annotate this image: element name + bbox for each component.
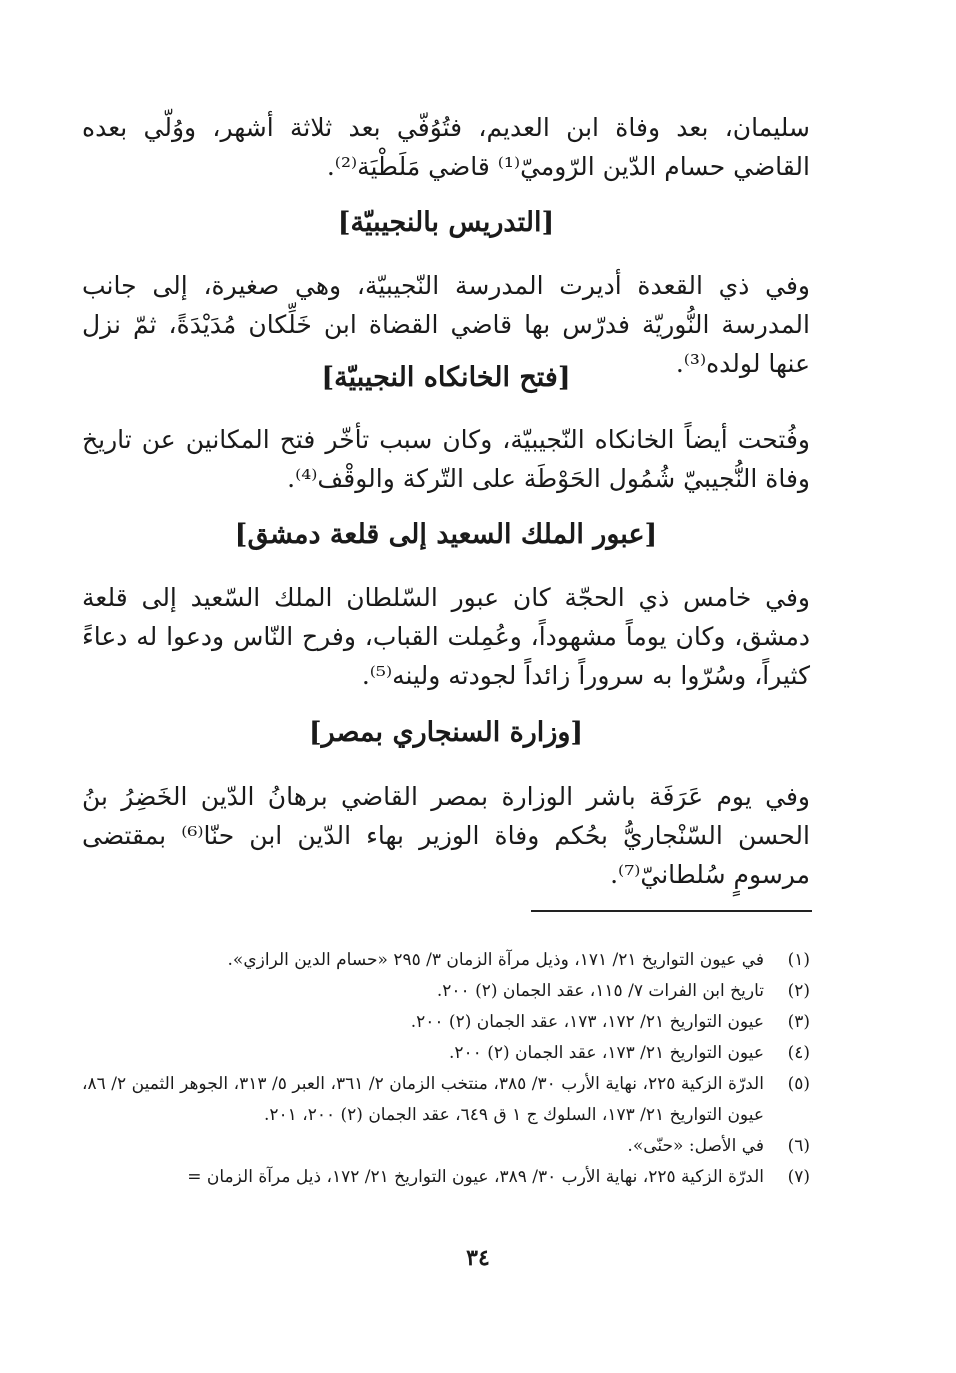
footnote-text: عيون التواريخ ٢١/ ١٧٣، عقد الجمان (٢) ٢٠٠.	[449, 1043, 764, 1063]
footnote-text: الدرّة الزكية ٢٢٥، نهاية الأرب ٣٠/ ٣٨٥، منتخب الزمان ٢/ ٣٦١، العبر ٥/ ٣١٣، الجوهر الثمين ٢/ ٨٦، عيون التواريخ ٢١/ ١٧٣، السلوك ج ١ ق ٦٤٩، عقد الجمان (٢) ٢٠٠، ٢٠١.	[82, 1074, 764, 1125]
footnote-number: (٢)	[787, 981, 810, 1001]
footnote-7	[82, 1162, 810, 1193]
footnote-1	[82, 945, 810, 976]
footnote-text: في عيون التواريخ ٢١/ ١٧١، وذيل مرآة الزمان ٣/ ٢٩٥ «حسام الدين الرازي».	[227, 950, 764, 970]
footnote-separator	[531, 910, 812, 912]
page-number: ٣٤	[466, 1245, 490, 1271]
footnote-text: تاريخ ابن الفرات ٧/ ١١٥، عقد الجمان (٢) ٢٠٠.	[436, 981, 764, 1001]
section-heading-teaching: [التدريس بالنجيبيّة]	[337, 207, 555, 238]
footnotes-list	[82, 945, 810, 1193]
footnote-number: (١)	[787, 950, 810, 970]
footnote-6	[82, 1131, 810, 1162]
footnote-number: (٣)	[787, 1012, 810, 1032]
paragraph-1: سليمان، بعد وفاة ابن العديم، فتُوُفّي بعد ثلاثة أشهر، ووُلّي بعده القاضي حسام الدّين الرّوميّ⁽¹⁾ قاضي مَلَطْيَة⁽²⁾.	[82, 113, 810, 181]
paragraph-4: وفي خامس ذي الحجّة كان عبور السّلطان الملك السّعيد إلى قلعة دمشق، وكان يوماً مشهوداً، وعُمِلت القباب، وفرح النّاس ودعوا له دعاءً كثيراً، وسُرّوا به سروراً زائداً لجودته ولينه⁽⁵⁾.	[82, 583, 810, 690]
footnote-number: (٧)	[787, 1167, 810, 1187]
footnote-text: عيون التواريخ ٢١/ ١٧٢، ١٧٣، عقد الجمان (٢) ٢٠٠.	[410, 1012, 764, 1032]
footnote-number: (٥)	[787, 1074, 810, 1094]
paragraph-5: وفي يوم عَرَفَة باشر الوزارة بمصر القاضي برهانُ الدّين الخَضِرُ بنُ الحسن السّنْجاريُّ بحُكم وفاة الوزير بهاء الدّين ابن حنّا⁽⁶⁾ بمقتضى مرسومٍ سُلطانيّ⁽⁷⁾.	[82, 782, 810, 889]
paragraph-2: وفي ذي القعدة أديرت المدرسة النّجيبيّة، وهي صغيرة، إلى جانب المدرسة النُّوريّة فدرّس بها قاضي القضاة ابن خَلِّكان مُدَيْدَةً، ثمّ نزل عنها لولده⁽³⁾.	[82, 271, 810, 378]
footnote-text: الدرّة الزكية ٢٢٥، نهاية الأرب ٣٠/ ٣٨٩، عيون التواريخ ٢١/ ١٧٢، ذيل مرآة الزمان =	[187, 1167, 764, 1187]
section-heading-vizierate: [وزارة السنجاري بمصر]	[308, 717, 584, 748]
footnote-3	[82, 1007, 810, 1038]
section-heading-crossing: [عبور الملك السعيد إلى قلعة دمشق]	[234, 519, 658, 550]
footnote-number: (٦)	[787, 1136, 810, 1156]
footnote-2	[82, 976, 810, 1007]
footnote-4	[82, 1038, 810, 1069]
section-heading-khanqah: [فتح الخانكاه النجيبيّة]	[321, 362, 571, 393]
footnote-text: في الأصل: «حنّى».	[627, 1136, 764, 1156]
footnote-5	[82, 1069, 810, 1131]
footnote-number: (٤)	[787, 1043, 810, 1063]
paragraph-3: وفُتحت أيضاً الخانكاه النّجيبيّة، وكان سبب تأخّر فتح المكانين عن تاريخ وفاة النُّجيبيّ شُمُول الحَوْطَة على التّركة والوقْف⁽⁴⁾.	[82, 425, 810, 493]
